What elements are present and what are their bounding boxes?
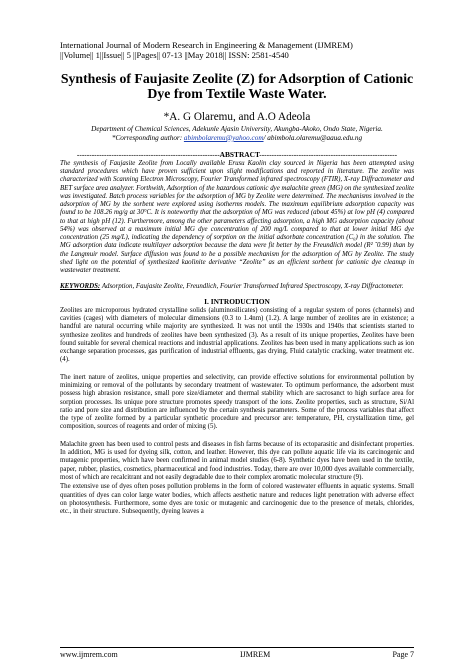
corresponding-author (60, 134, 414, 143)
keywords-text: Adsorption, Faujasite Zeolite, Freundlich, Fourier Transformed Infrared Spectroscopy, X-ray Diffractometer. (100, 283, 404, 291)
journal-header (60, 40, 414, 61)
page-footer (60, 647, 414, 659)
corresponding-label: *Corresponding author: (111, 133, 184, 142)
email-link[interactable]: abimbolaremu@yahoo.com (183, 133, 264, 142)
keywords-label: KEYWORDS: (60, 283, 101, 291)
footer-page-number: Page 7 (392, 650, 414, 659)
authors: *A. G Olaremu, and A.O Adeola (163, 110, 311, 123)
paper-title: Synthesis of Faujasite Zeolite (Z) for Adsorption of Cationic Dye from Textile Waste Water. (60, 70, 414, 102)
footer-journal: IJMREM (239, 650, 271, 659)
section-heading-introduction: I. INTRODUCTION (204, 296, 270, 306)
journal-name: International Journal of Modern Research in Engineering & Management (IJMREM) (60, 40, 353, 50)
keywords (60, 283, 414, 291)
abstract-text: The synthesis of Faujasite Zeolite from Locally available Erusu Kaolin clay sourced in Nigeria has been attempted using standard procedures which have proven sufficient upon slight modifications and reported in literature. The zeolite was characterized with Scanning Electron Microscopy, Fourier Transformed infrared spectroscopy (FTIR), X-ray Diffractometer and BET surface area analyzer. Forthwith, Adsorption of the hazardous cationic dye malachite green (MG) on the synthesized zeolite was investigated. Batch process variables for the adsorption of MG by Zeolite were determined. The mechanisms involved in the adsorption of MG by the sorbent were explored using isotherms models. The maximum equilibrium adsorption capacity was found to be 108.26 mg/g at 30°C. It is noteworthy that the adsorption of MG was reduced (about 45%) at low pH (4) compared to that at high pH (12). Furthermore, among the other parameters affecting adsorption, a high MG adsorption capacity (about 54%) was observed at a maximum initial MG dye concentration of 200 mg/L compared to that at lower initial MG dye concentration (25 mg/L), indicating the dependency of sorption on the initial adsorbate concentration (C₀) in the solution. The MG adsorption data indicate multilayer adsorption because the data were fit better by the Freundlich model (R² ˜0.99) than by the Langmuir model. Surface diffusion was found to be a possible mechanism for the adsorption of MG by Zeolite. The study shed light on the potential of synthesized kaolinite derivative “Zeolite” as an efficient sorbent for cationic dye cleanup in wastewater treatment. (60, 159, 414, 275)
intro-paragraph-4: The extensive use of dyes often poses pollution problems in the form of colored wastewater effluents in aquatic systems. Small quantities of dyes can color large water bodies, which affects aesthetic nature and reduces light penetration with adverse effect on photosynthesis. Furthermore, some dyes are toxic or mutagenic and carcinogenic due to the presence of metals, chlorides, etc., in their structure. Subsequently, dyeing leaves a (60, 483, 414, 516)
intro-paragraph-1: Zeolites are microporous hydrated crystalline solids (aluminosilicates) consisting of a regular system of pores (channels) and cavities (cages) with diameters of molecular dimensions (0.3 to 1.4nm) (1.2). A large number of zeolites are in existence; a handful are natural occurring while majority are synthesized. It was not until the 1930s and 1940s that scientists started to synthesize zeolites and hundreds of zeolites have been synthesized (3). As a result of its unique properties, Zeolites have been found suitable for several chemical reactions and industrial applications. Zeolites has been used in many applications such as ion exchange separation processes, gas purification of industrial effluents, gas drying, Fluid catalytic cracking, water treatment etc. (4). (60, 306, 414, 364)
intro-paragraph-3: Malachite green has been used to control pests and diseases in fish farms because of its ectoparasitic and disinfectant properties. In addition, MG is used for dyeing silk, cotton, and leather. However, this dye can pollute aquatic life via its carcinogenic and mutagenic properties, which have been confirmed in animal model studies (6-8). Synthetic dyes have been used in the textile, paper, rubber, plastics, cosmetics, pharmaceutical and food industries. Today, there are over 10,000 dyes available commercially, most of which are recalcitrant and not easily degradable due to their complex aromatic molecular structure (9). (60, 440, 414, 481)
affiliation (60, 125, 414, 143)
email-secondary: / abimbola.olaremu@aaua.edu.ng (263, 133, 363, 142)
department: Department of Chemical Sciences, Adekunle Ajasin University, Akungba-Akoko, Ondo State, Nigeria. (91, 124, 383, 133)
abstract-heading: ----------------------------------------------------------ABSTRACT-------------------------------------------------------- (76, 149, 398, 159)
journal-volume-info: ||Volume|| 1||Issue|| 5 ||Pages|| 07-13 ||May 2018|| ISSN: 2581-4540 (60, 50, 289, 61)
intro-paragraph-2: The inert nature of zeolites, unique properties and selectivity, can provide effective solutions for environmental pollution by minimizing or removal of the pollutants by secondary treatment of wastewater. To optimum performance, the adsorbent must possess high abrasion resistance, small pore size/diameter and thermal stability which are sacrosanct to high surface area for sorption processes. Its unique pore structure promotes speedy transport of the ions. Zeolite properties, such as structure, Si/Al ratio and pore size and distribution are influenced by the certain synthesis parameters. Some of the process variables that affect the type of zeolite formed by a particular synthetic procedure and precursor are: temperature, PH, crystallization time, gel composition, sources of reagents and order of mixing (5). (60, 373, 414, 431)
footer-website[interactable]: www.ijmrem.com (60, 650, 118, 659)
